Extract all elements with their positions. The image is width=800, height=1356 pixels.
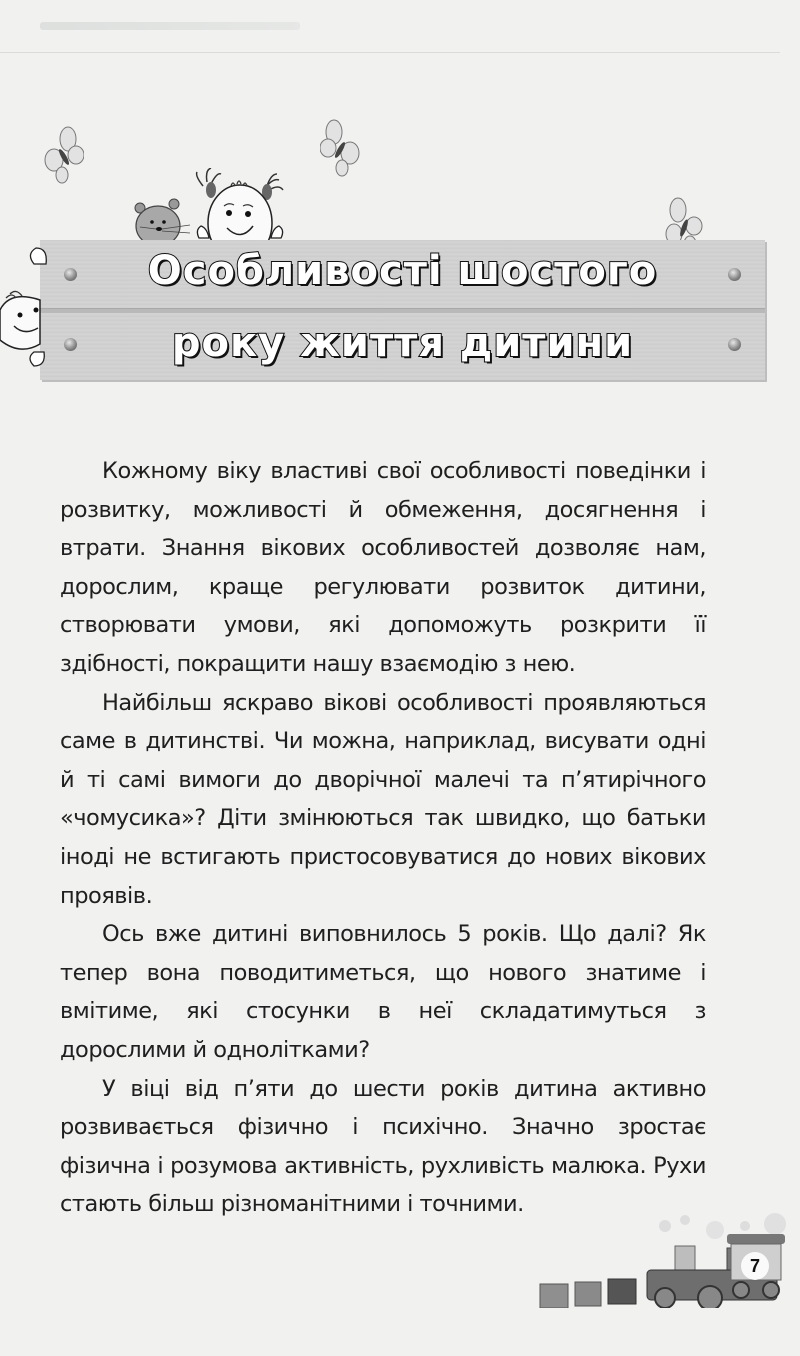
paragraph-2: Найбільш яскраво вікові особливості проявляються саме в дитинстві. Чи можна, наприклад, висувати одні й ті самі вимоги до дворічної малечі та п’ятирічного «чомусика»? Діти змінюються так швидко, що батьки іноді не встигають пристосовуватися до нових вікових проявів. (60, 689, 706, 909)
cat-illustration (132, 198, 196, 246)
nail-icon (728, 338, 741, 351)
bleed-through-rule (0, 52, 780, 53)
page-number: 7 (749, 1256, 760, 1276)
nail-icon (728, 268, 741, 281)
body-text (60, 452, 706, 1224)
block-icon (540, 1284, 568, 1308)
block-icon (608, 1279, 636, 1304)
paragraph-4: У віці від п’яти до шести років дитина активно розвивається фізично і психічно. Значно зростає фізична і розумова активність, рухливість малюка. Рухи стають більш різноманітними і точними. (60, 1075, 706, 1218)
nail-icon (64, 338, 77, 351)
paragraph-1: Кожному віку властиві свої особливості поведінки і розвитку, можливості й обмеження, досягнення і втрати. Знання вікових особливостей дозволяє нам, дорослим, краще регулювати розвиток дитини, створювати умови, які допоможуть розкрити її здібності, покращити нашу взаємодію з нею. (60, 458, 706, 677)
nail-icon (64, 268, 77, 281)
paragraph-3: Ось вже дитині виповнилось 5 років. Що далі? Як тепер вона поводитиметься, що нового знатиме і вмітиме, які стосунки в неї складатимуться з дорослими й однолітками? (60, 921, 706, 1063)
block-icon (575, 1282, 601, 1306)
boy-illustration (0, 240, 48, 370)
bleed-through-header (40, 22, 300, 30)
plank-divider (40, 308, 765, 313)
chapter-title-banner (40, 240, 765, 380)
chapter-title-line-1: Особливості шостого (147, 248, 658, 294)
butterfly-icon (320, 118, 360, 178)
girl-illustration (185, 168, 295, 248)
butterfly-icon (44, 125, 84, 185)
chapter-title-line-2: року життя дитини (171, 320, 634, 366)
